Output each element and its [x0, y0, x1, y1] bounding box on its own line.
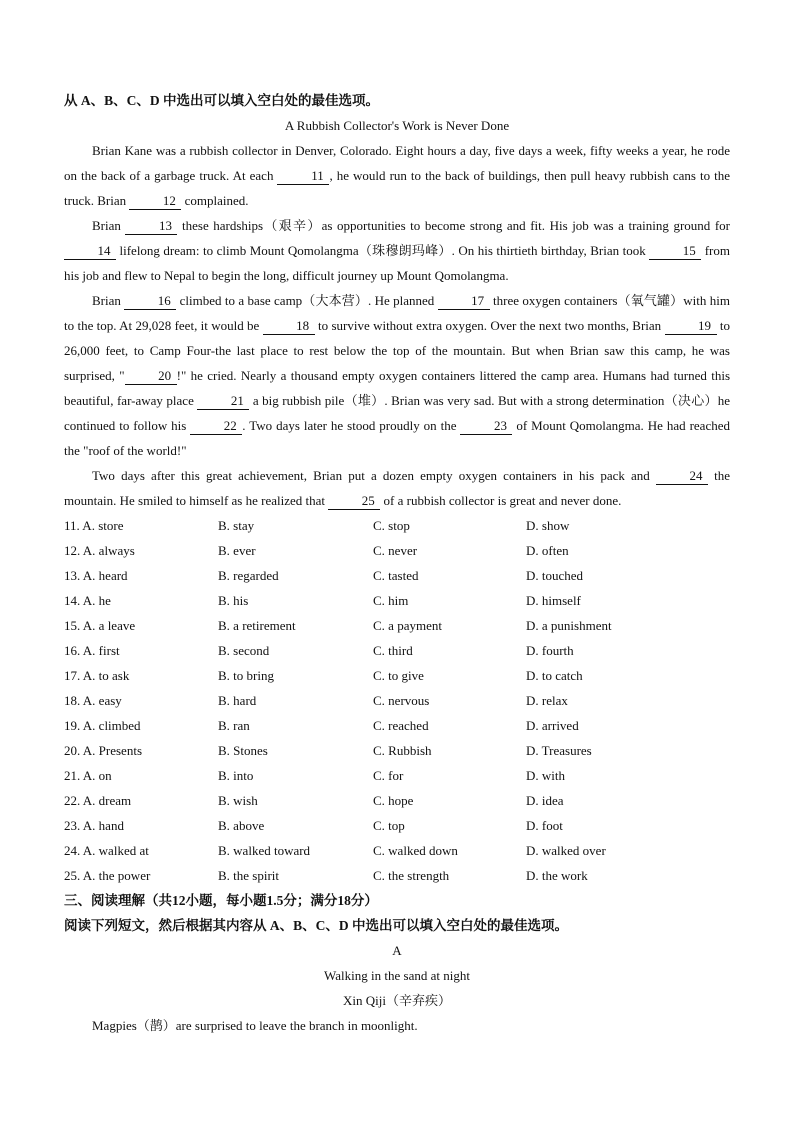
option-row: [64, 713, 730, 738]
option-choice: 20. A. Presents: [64, 743, 142, 758]
options-table: [64, 513, 730, 888]
cloze-passage: [64, 138, 730, 513]
passage-text: Brian: [92, 293, 125, 308]
option-choice: 17. A. to ask: [64, 668, 130, 683]
cloze-blank: 25: [328, 493, 380, 510]
poem-author: Xin Qiji（辛弃疾）: [343, 993, 451, 1008]
cloze-blank: 19: [665, 318, 717, 335]
passage-text: Brian Kane was a rubbish collector in Denver, Colorado. Eight hours a day, five days a week, fifty weeks a year, he rode on the back of a garbage truck. At each: [64, 143, 730, 183]
cloze-blank: 12: [129, 193, 181, 210]
option-choice: 18. A. easy: [64, 693, 122, 708]
cloze-blank: 23: [460, 418, 512, 435]
passage-text: climbed to a base camp（大本营）. He planned: [176, 293, 438, 308]
option-choice: C. reached: [373, 718, 429, 733]
option-choice: C. stop: [373, 518, 410, 533]
option-choice: 19. A. climbed: [64, 718, 141, 733]
option-choice: 22. A. dream: [64, 793, 132, 808]
passage-text: these hardships（艰辛）as opportunities to become strong and fit. His job was a training ground for: [177, 218, 730, 233]
option-choice: 23. A. hand: [64, 818, 124, 833]
passage-paragraph: [64, 138, 730, 213]
option-choice: D. fourth: [526, 643, 574, 658]
passage-paragraph: [64, 463, 730, 513]
option-row: [64, 563, 730, 588]
option-row: [64, 613, 730, 638]
passage-text: complained.: [181, 193, 249, 208]
option-choice: C. for: [373, 768, 404, 783]
option-choice: C. walked down: [373, 843, 458, 858]
passage-title: A Rubbish Collector's Work is Never Done: [284, 118, 510, 133]
option-choice: B. regarded: [218, 568, 279, 583]
cloze-blank: 20: [125, 368, 177, 385]
option-choice: C. never: [373, 543, 418, 558]
exam-page: [64, 88, 730, 1038]
option-row: [64, 863, 730, 888]
option-choice: B. to bring: [218, 668, 274, 683]
passage-text: of Mount Qomolangma. He had reached the "roof of the world!": [64, 418, 730, 458]
cloze-blank: 11: [277, 168, 329, 185]
option-choice: C. Rubbish: [373, 743, 432, 758]
passage-paragraph: [64, 288, 730, 463]
option-choice: D. show: [526, 518, 570, 533]
cloze-blank: 17: [438, 293, 490, 310]
reading-instruction: 阅读下列短文，然后根据其内容从 A、B、C、D 中选出可以填入空白处的最佳选项。: [64, 918, 569, 933]
option-choice: B. hard: [218, 693, 257, 708]
option-choice: D. arrived: [526, 718, 579, 733]
option-row: [64, 588, 730, 613]
option-choice: B. the spirit: [218, 868, 280, 883]
option-choice: D. walked over: [526, 843, 606, 858]
cloze-blank: 21: [197, 393, 249, 410]
option-choice: B. stay: [218, 518, 255, 533]
option-choice: C. nervous: [373, 693, 430, 708]
option-choice: 15. A. a leave: [64, 618, 136, 633]
passage-paragraph: [64, 213, 730, 288]
option-choice: B. Stones: [218, 743, 268, 758]
option-choice: D. often: [526, 543, 569, 558]
option-choice: B. above: [218, 818, 265, 833]
option-choice: D. foot: [526, 818, 563, 833]
option-choice: B. ever: [218, 543, 256, 558]
cloze-blank: 16: [124, 293, 176, 310]
passage-text: the mountain. He smiled to himself as he realized that: [64, 468, 731, 508]
option-choice: B. into: [218, 768, 254, 783]
cloze-blank: 13: [125, 218, 177, 235]
passage-text: , he would run to the back of buildings, then pull heavy rubbish cans to the truck. Brian: [64, 168, 730, 208]
option-choice: B. his: [218, 593, 249, 608]
cloze-blank: 14: [64, 243, 116, 260]
cloze-blank: 18: [263, 318, 315, 335]
option-choice: C. top: [373, 818, 405, 833]
option-choice: C. the strength: [373, 868, 450, 883]
option-row: [64, 738, 730, 763]
option-choice: C. to give: [373, 668, 424, 683]
option-choice: B. walked toward: [218, 843, 311, 858]
option-choice: 25. A. the power: [64, 868, 151, 883]
passage-text: to 26,000 feet, to Camp Four-the last place to rest below the top of the mountain. But when Brian saw this camp, he was surprised, ": [64, 318, 730, 383]
option-choice: D. Treasures: [526, 743, 592, 758]
option-choice: 13. A. heard: [64, 568, 128, 583]
passage-text: !" he cried. Nearly a thousand empty oxygen containers littered the camp area. Humans had turned this beautiful, far-away place: [64, 368, 731, 408]
passage-text: of a rubbish collector is great and never done.: [380, 493, 622, 508]
passage-text: from his job and flew to Nepal to begin the long, difficult journey up Mount Qomolangma.: [64, 243, 730, 283]
option-choice: D. the work: [526, 868, 588, 883]
option-choice: C. him: [373, 593, 409, 608]
option-choice: 21. A. on: [64, 768, 112, 783]
option-choice: C. hope: [373, 793, 414, 808]
cloze-instruction: 从 A、B、C、D 中选出可以填入空白处的最佳选项。: [64, 93, 380, 108]
option-choice: B. second: [218, 643, 270, 658]
passage-text: Brian: [92, 218, 126, 233]
option-row: [64, 663, 730, 688]
passage-label: A: [392, 943, 402, 958]
passage-text: to survive without extra oxygen. Over the next two months, Brian: [314, 318, 665, 333]
option-choice: 11. A. store: [64, 518, 124, 533]
option-choice: D. touched: [526, 568, 584, 583]
passage-text: . Two days later he stood proudly on the: [242, 418, 461, 433]
option-choice: C. third: [373, 643, 413, 658]
option-choice: D. idea: [526, 793, 564, 808]
option-choice: D. with: [526, 768, 565, 783]
passage-text: lifelong dream: to climb Mount Qomolangma（珠穆朗玛峰）. On his thirtieth birthday, Brian took: [116, 243, 650, 258]
passage-text: a big rubbish pile（堆）. Brian was very sad. But with a strong determination（决心）he continued to follow his: [64, 393, 730, 433]
passage-text: three oxygen containers（氧气罐）with him to the top. At 29,028 feet, it would be: [64, 293, 730, 333]
poem-title: Walking in the sand at night: [324, 968, 470, 983]
option-choice: D. to catch: [526, 668, 583, 683]
cloze-blank: 22: [190, 418, 242, 435]
option-choice: 14. A. he: [64, 593, 111, 608]
option-choice: B. wish: [218, 793, 258, 808]
passage-text: Two days after this great achievement, Brian put a dozen empty oxygen containers in his pack and: [92, 468, 656, 483]
option-choice: C. tasted: [373, 568, 419, 583]
option-row: [64, 688, 730, 713]
option-choice: B. ran: [218, 718, 250, 733]
option-row: [64, 513, 730, 538]
option-row: [64, 813, 730, 838]
option-choice: 16. A. first: [64, 643, 120, 658]
section-heading: 三、阅读理解（共12小题，每小题1.5分；满分18分）: [64, 893, 378, 908]
option-choice: D. himself: [526, 593, 581, 608]
option-choice: D. a punishment: [526, 618, 612, 633]
option-choice: D. relax: [526, 693, 568, 708]
option-row: [64, 788, 730, 813]
option-choice: B. a retirement: [218, 618, 296, 633]
option-choice: 12. A. always: [64, 543, 135, 558]
option-choice: C. a payment: [373, 618, 442, 633]
option-choice: 24. A. walked at: [64, 843, 149, 858]
cloze-blank: 15: [649, 243, 701, 260]
option-row: [64, 763, 730, 788]
option-row: [64, 538, 730, 563]
option-row: [64, 638, 730, 663]
cloze-blank: 24: [656, 468, 708, 485]
option-row: [64, 838, 730, 863]
poem-line: Magpies（鹊）are surprised to leave the branch in moonlight.: [92, 1018, 418, 1033]
